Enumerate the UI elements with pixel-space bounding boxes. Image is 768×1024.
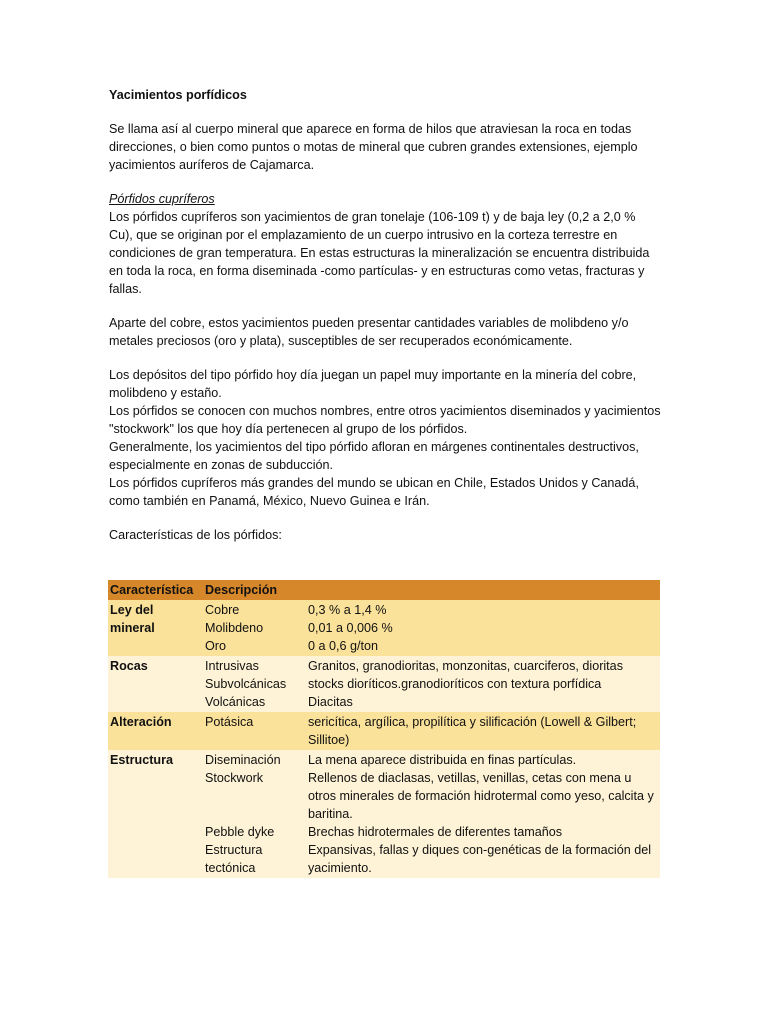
subitem: Diseminación (205, 753, 281, 767)
intro-paragraph: Se llama así al cuerpo mineral que aparece en forma de hilos que atraviesan la roca en todas direcciones, o bien como puntos o motas de mineral que cubren grandes extensiones, ejemplo yacimientos auríferos de Cajamarca. (109, 122, 638, 172)
paragraph-depositos: Los depósitos del tipo pórfido hoy día juegan un papel muy importante en la minería del cobre, molibdeno y estaño. (109, 368, 637, 400)
row-descriptions (306, 712, 660, 750)
table-row (108, 750, 660, 878)
description: 0,3 % a 1,4 % (308, 603, 387, 617)
header-cell (306, 580, 660, 600)
subitem: Cobre (205, 603, 240, 617)
row-subitems (203, 656, 306, 712)
table-row (108, 600, 660, 656)
subitem: Subvolcánicas (205, 677, 287, 691)
description: sericítica, argílica, propilítica y silificación (Lowell & Gilbert; Sillitoe) (308, 715, 637, 747)
description: La mena aparece distribuida en finas partículas. (308, 753, 577, 767)
subitem: Pebble dyke (205, 825, 275, 839)
description: Brechas hidrotermales de diferentes tamaños (308, 825, 563, 839)
subitem: Oro (205, 639, 226, 653)
description: Diacitas (308, 695, 353, 709)
paragraph-porfidos: Los pórfidos cupríferos son yacimientos de gran tonelaje (106-109 t) y de baja ley (0,2 a 2,0 % Cu), que se originan por el emplazamiento de un cuerpo intrusivo en la corteza terrestre en condiciones de gran temperatura. En estas estructuras la mineralización se encuentra distribuida en toda la roca, en forma diseminada -como partículas- y en estructuras como vetas, fracturas y fallas. (109, 210, 650, 296)
subitem: Volcánicas (205, 695, 266, 709)
section-subheading: Pórfidos cupríferos (109, 192, 215, 206)
paragraph-ubicacion: Los pórfidos cupríferos más grandes del mundo se ubican en Chile, Estados Unidos y Canadá, como también en Panamá, México, Nuevo Guinea e Irán. (109, 476, 639, 508)
description: 0 a 0,6 g/ton (308, 639, 379, 653)
table-header-row (108, 580, 660, 600)
characteristics-table (108, 580, 660, 878)
document-title: Yacimientos porfídicos (109, 88, 247, 102)
subitem: Molibdeno (205, 621, 264, 635)
subitem: Stockwork (205, 771, 264, 785)
paragraph-nombres: Los pórfidos se conocen con muchos nombres, entre otros yacimientos diseminados y yacimientos "stockwork" los que hoy día pertenecen al grupo de los pórfidos. (109, 404, 661, 436)
subitem: Intrusivas (205, 659, 259, 673)
description: Granitos, granodioritas, monzonitas, cuarciferos, dioritas (308, 659, 623, 673)
description: 0,01 a 0,006 % (308, 621, 393, 635)
paragraph-aparte: Aparte del cobre, estos yacimientos pueden presentar cantidades variables de molibdeno y/o metales preciosos (oro y plata), susceptibles de ser recuperados económicamente. (109, 316, 629, 348)
document-body (109, 86, 661, 544)
table-caption: Características de los pórfidos: (109, 528, 282, 542)
header-cell: Característica (108, 580, 203, 600)
row-label: Rocas (108, 656, 203, 712)
row-descriptions (306, 656, 660, 712)
description: Rellenos de diaclasas, vetillas, venillas, cetas con mena u otros minerales de formación hidrotermal como yeso, calcita y baritina. (308, 771, 654, 821)
row-subitems (203, 712, 306, 750)
paragraph-margenes: Generalmente, los yacimientos del tipo pórfido afloran en márgenes continentales destructivos, especialmente en zonas de subducción. (109, 440, 639, 472)
row-descriptions (306, 750, 660, 878)
description: stocks dioríticos.granodioríticos con textura porfídica (308, 677, 602, 691)
subitem: Estructura tectónica (205, 843, 263, 875)
row-label: Ley del mineral (108, 600, 203, 656)
row-subitems (203, 750, 306, 878)
table-row (108, 656, 660, 712)
header-cell: Descripción (203, 580, 306, 600)
row-label: Estructura (108, 750, 203, 878)
description: Expansivas, fallas y diques con-genéticas de la formación del yacimiento. (308, 843, 652, 875)
row-label: Alteración (108, 712, 203, 750)
subitem: Potásica (205, 715, 254, 729)
row-descriptions (306, 600, 660, 656)
row-subitems (203, 600, 306, 656)
table-row (108, 712, 660, 750)
